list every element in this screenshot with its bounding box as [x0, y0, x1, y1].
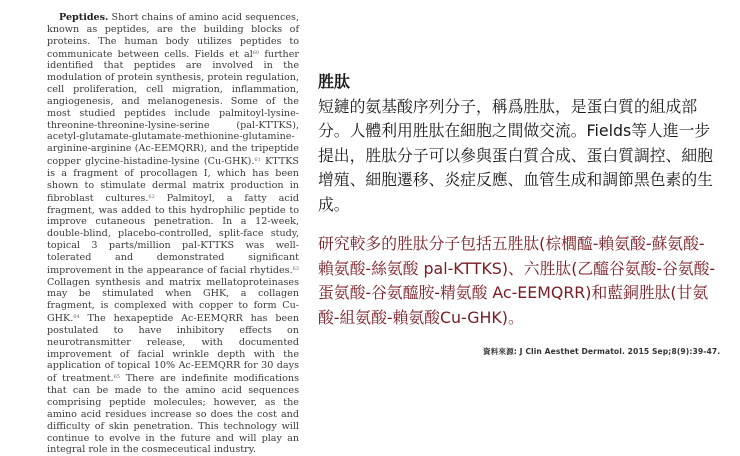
reference-mark: 64	[73, 314, 80, 321]
summary-highlight: 研究較多的胜肽分子包括五胜肽(棕櫚醯-賴氨酸-蘇氨酸-賴氨酸-絲氨酸 pal-KTTKS)、六胜肽(乙醯谷氨酸-谷氨酸-蛋氨酸-谷氨醯胺-精氨酸 Ac-EEMQRR)和藍銅胜肽(甘氨酸-組氨酸-賴氨酸Cu-GHK)。	[318, 234, 716, 327]
excerpt-text: Palmitoyl, a fatty acid fragment, was added to this hydrophilic peptide to improve cutaneous penetration. In a 12-week, double-blind, placebo-controlled, split-face study, topical 3 parts/million pal-KTTKS was well-tolerated and demonstrated significant improvement in the appearance of facial rhytides.	[47, 192, 299, 276]
english-excerpt	[47, 12, 299, 456]
reference-mark: 61	[254, 157, 261, 164]
summary-title: 胜肽	[318, 72, 351, 91]
excerpt-text: The hexapeptide Ac-EEMQRR has been postulated to have inhibitory effects on neurotransmitter release, with documented improvement of facial wrinkle depth with the application of topical 10% Ac-EEMQRR for 30 days of treatment.	[47, 313, 299, 385]
summary-body: 短鏈的氨基酸序列分子，稱爲胜肽，是蛋白質的組成部分。人體利用胜肽在細胞之間做交流。Fields等人進一步提出，胜肽分子可以參與蛋白質合成、蛋白質調控、細胞增殖、細胞遷移、炎症反應、血管生成和調節黑色素的生成。	[318, 96, 713, 214]
chinese-summary	[318, 70, 718, 218]
excerpt-text: KTTKS is a fragment of procollagen I, which has been shown to stimulate dermal matrix production in fibroblast cultures.	[47, 156, 299, 204]
excerpt-text: Short chains of amino acid sequences, known as peptides, are the building blocks of proteins. The human body utilizes peptides to communicate between cells. Fields et al	[47, 12, 299, 60]
reference-mark: 63	[292, 265, 299, 272]
reference-mark: 65	[113, 374, 120, 381]
excerpt-text: There are indefinite modifications that can be made to the amino acid sequences comprising peptide molecules; however, as the amino acid residues increase so does the cost and difficulty of skin penetration. This technology will continue to evolve in the future and will play an integral role in the cosmeceutical industry.	[47, 373, 299, 456]
source-citation: 資料來源: J Clin Aesthet Dermatol. 2015 Sep;8(9):39-47.	[483, 347, 721, 356]
excerpt-text: Collagen synthesis and matrix mellatoproteinases may be stimulated when GHK, a collagen fragment, is complexed with copper to form Cu-GHK.	[47, 276, 299, 325]
reference-mark: 62	[148, 193, 155, 200]
excerpt-heading: Peptides.	[59, 12, 109, 23]
reference-mark: 60	[252, 49, 260, 56]
excerpt-text: further identified that peptides are involved in the modulation of protein synthesis, protein regulation, cell proliferation, cell migration, inflammation, angiogenesis, and melanogenesis. Some of the most studied peptides include palmitoyl-lysine-threonine-threonine-lysine-serine (pal-KTTKS), acetyl-glutamate-glutamate-methionine-glutamine-arginine-arginine (Ac-EEMQRR), and the tripeptide copper glycine-histadine-lysine (Cu-GHK).	[47, 48, 299, 168]
